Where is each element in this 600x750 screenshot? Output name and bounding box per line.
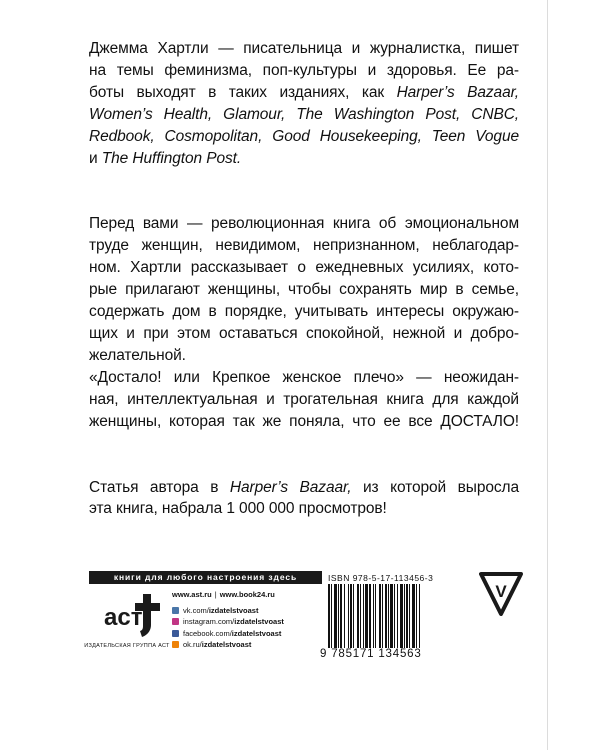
ast-logo <box>103 592 163 640</box>
text-line: Women’s Health, Glamour, The Washington Post, CNBC, <box>89 105 519 123</box>
social-link-instagram[interactable]: instagram.com/ izdatelstvoast <box>172 616 332 627</box>
age-mark-letter: V <box>495 582 507 601</box>
text-line: Redbook, Cosmopolitan, Good Housekeeping, Teen Vogue <box>89 127 519 145</box>
publisher-slogan-band: книги для любого настроения здесь <box>89 571 322 584</box>
description-paragraph <box>89 213 519 432</box>
text-line: боты выходят в таких изданиях, как Harper’s Bazaar, <box>89 83 519 101</box>
ast-logo-text: аст <box>104 604 143 631</box>
age-rating-mark <box>479 572 523 616</box>
text-line: Статья автора в Harper’s Bazaar, из которой выросла <box>89 478 520 496</box>
social-links <box>172 605 332 650</box>
text-line: щих и при этом оставаться спокойной, нежной и добро- <box>89 324 519 342</box>
text-line: женщины, которая так же поняла, что ее все ДОСТАЛО! <box>89 412 519 430</box>
social-link-vk[interactable]: vk.com/ izdatelstvoast <box>172 605 332 616</box>
facebook-icon <box>172 630 179 637</box>
publisher-urls <box>172 590 275 599</box>
text-line: рые прилагают женщины, чтобы сохранять мир в семье, <box>89 281 519 299</box>
text-line: ном. Хартли рассказывает о ежедневных усилиях, кото- <box>89 259 519 277</box>
ast-url-link[interactable]: www.ast.ru <box>172 590 212 599</box>
social-link-ok[interactable]: ok.ru/ izdatelstvoast <box>172 639 332 650</box>
back-cover-text <box>89 38 519 520</box>
text-line: эта книга, набрала 1 000 000 просмотров! <box>89 500 387 518</box>
text-line: труде женщин, невидимом, непризнанном, неблагодар- <box>89 237 519 255</box>
book24-url-link[interactable]: www.book24.ru <box>219 590 275 599</box>
barcode-number: 9 785171 134563 <box>320 648 422 660</box>
text-line: на темы феминизма, поп-культуры и здоровья. Ее ра- <box>89 61 519 79</box>
barcode-bars <box>328 584 446 648</box>
text-line: содержать дом в порядке, учитывать интересы окружаю- <box>89 303 519 321</box>
article-paragraph <box>89 477 519 521</box>
instagram-icon <box>172 618 179 625</box>
social-link-facebook[interactable]: facebook.com/ izdatelstvoast <box>172 628 332 639</box>
text-line: Перед вами — революционная книга об эмоциональном <box>89 215 519 233</box>
isbn-number: ISBN 978-5-17-113456-3 <box>328 573 434 583</box>
text-line: «Достало! или Крепкое женское плечо» — неожидан- <box>89 368 519 386</box>
text-line: и The Huffington Post. <box>89 149 242 167</box>
vk-icon <box>172 607 179 614</box>
publisher-imprint: ИЗДАТЕЛЬСКАЯ ГРУППА АСТ <box>84 643 170 649</box>
text-line: Джемма Хартли — писательница и журналистка, пишет <box>89 40 519 57</box>
text-line: ная, интеллектуальная и трогательная книга для каждой <box>89 390 519 408</box>
text-line: желательной. <box>89 346 186 364</box>
url-separator: | <box>214 590 217 599</box>
odnoklassniki-icon <box>172 641 179 648</box>
about-author-paragraph <box>89 38 519 169</box>
cover-edge-line <box>547 0 548 750</box>
